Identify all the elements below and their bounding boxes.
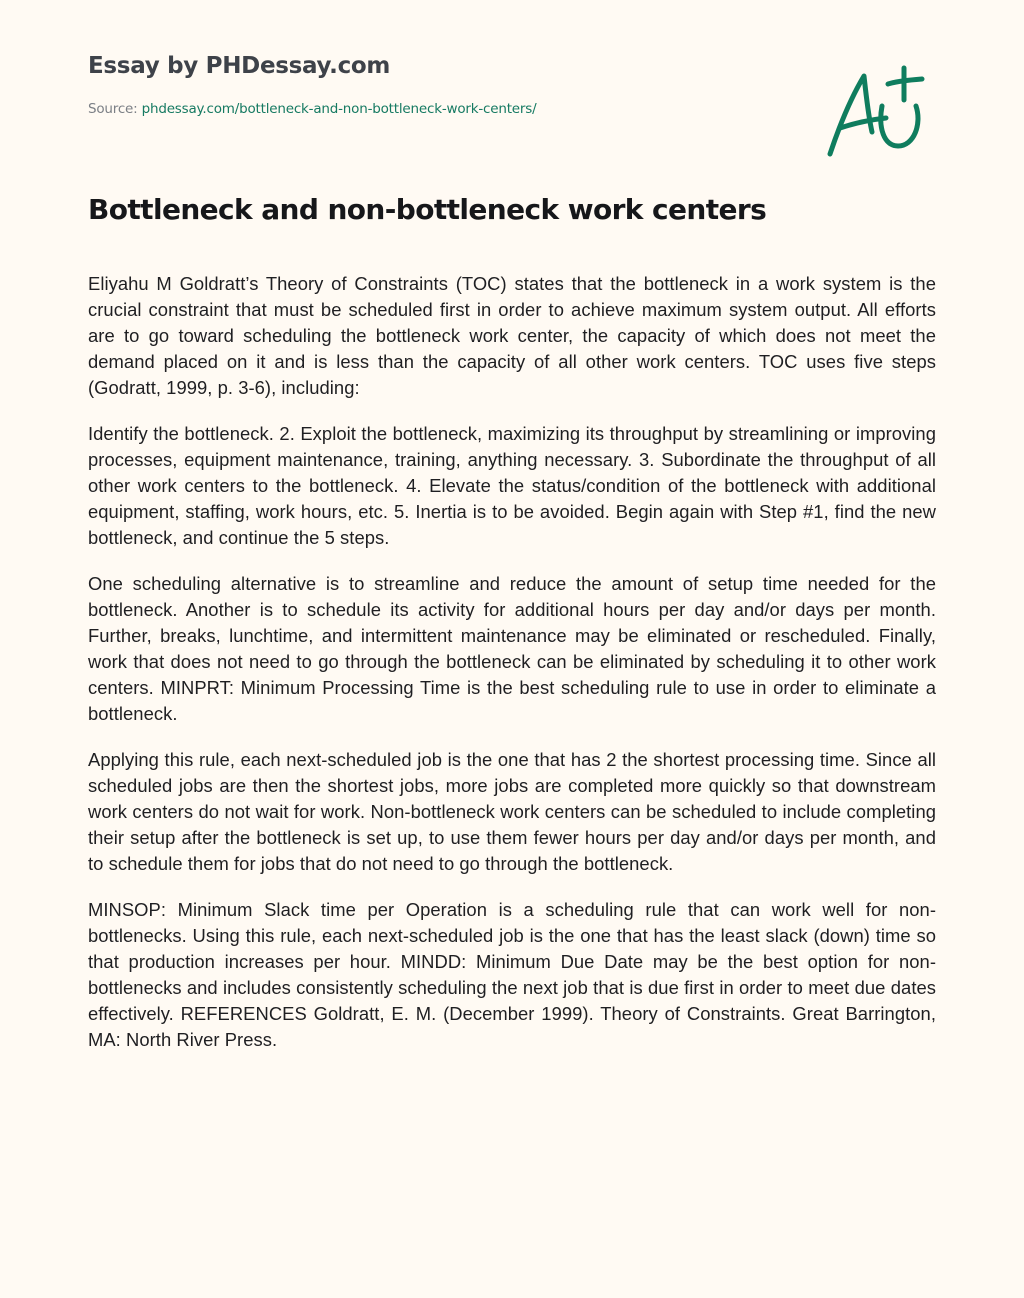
source-link[interactable]: phdessay.com/bottleneck-and-non-bottleneck-work-centers/	[141, 101, 537, 117]
site-header	[88, 50, 788, 118]
logo-swoosh	[881, 106, 918, 146]
site-title: Essay by PHDessay.com	[88, 53, 391, 79]
logo-a-stroke	[830, 76, 872, 154]
essay-paragraph: MINSOP: Minimum Slack time per Operation is a scheduling rule that can work well for non-bottlenecks. Using this rule, each next-scheduled job is the one that has the least slack (down) time so that production increases per hour. MINDD: Minimum Due Date may be the best option for non-bottlenecks and includes consistently scheduling the next job that is due first in order to meet due dates effectively. REFERENCES Goldratt, E. M. (December 1999). Theory of Constraints. Great Barrington, MA: North River Press.	[88, 899, 936, 1050]
essay-paragraph: One scheduling alternative is to streamline and reduce the amount of setup time needed for the bottleneck. Another is to schedule its activity for additional hours per day and/or days per month. Further, breaks, lunchtime, and intermittent maintenance may be eliminated or rescheduled. Finally, work that does not need to go through the bottleneck can be eliminated by scheduling it to other work centers. MINPRT: Minimum Processing Time is the best scheduling rule to use in order to eliminate a bottleneck.	[88, 573, 936, 724]
essay-paragraph: Identify the bottleneck. 2. Exploit the bottleneck, maximizing its throughput by streamlining or improving processes, equipment maintenance, training, anything necessary. 3. Subordinate the throughput of all other work centers to the bottleneck. 4. Elevate the status/condition of the bottleneck with additional equipment, staffing, work hours, etc. 5. Inertia is to be avoided. Begin again with Step #1, find the new bottleneck, and continue the 5 steps.	[88, 423, 936, 548]
essay-body	[88, 271, 936, 1073]
essay-paragraph: Applying this rule, each next-scheduled job is the one that has 2 the shortest processing time. Since all scheduled jobs are then the shortest jobs, more jobs are completed more quickly so that downstream work centers do not wait for work. Non-bottleneck work centers can be scheduled to include completing their setup after the bottleneck is set up, to use them fewer hours per day and/or days per month, and to schedule them for jobs that do not need to go through the bottleneck.	[88, 749, 936, 874]
page-title: Bottleneck and non-bottleneck work centers	[88, 193, 767, 226]
source-line	[88, 100, 788, 118]
a-plus-grade-icon	[822, 62, 932, 162]
source-label: Source:	[88, 101, 138, 117]
essay-paragraph: Eliyahu M Goldratt’s Theory of Constraints (TOC) states that the bottleneck in a work system is the crucial constraint that must be scheduled first in order to achieve maximum system output. All efforts are to go toward scheduling the bottleneck work center, the capacity of which does not meet the demand placed on it and is less than the capacity of all other work centers. TOC uses five steps (Godratt, 1999, p. 3-6), including:	[88, 273, 936, 398]
a-plus-logo-svg	[822, 62, 932, 162]
